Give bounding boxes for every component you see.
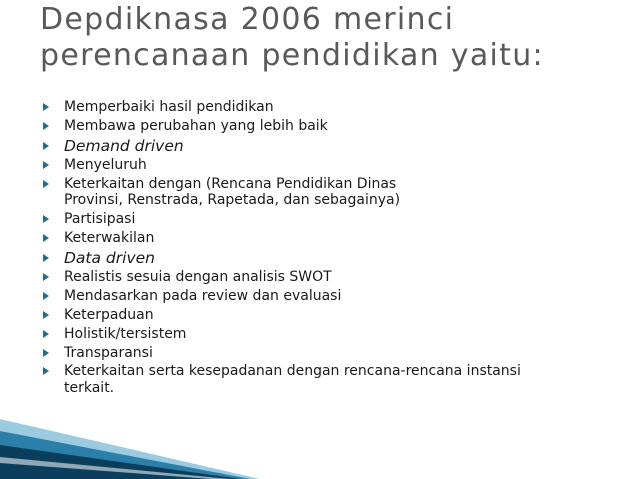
triangle-right-icon [43,215,49,223]
triangle-right-icon [43,367,49,375]
triangle-right-icon [43,122,49,130]
bullet-item [40,118,620,135]
bullet-text: terkait. [64,379,115,396]
triangle-right-icon [43,330,49,338]
bullet-item [40,157,620,174]
bullet-list [40,99,620,399]
bullet-text: Menyeluruh [64,157,147,174]
triangle-right-icon [43,234,49,242]
bullet-item [40,176,620,209]
slide-title-line-1: Depdiknasa 2006 merinci [40,2,455,37]
triangle-right-icon [43,273,49,281]
bullet-text: Partisipasi [64,211,136,228]
bullet-item [40,307,620,324]
bullet-item [40,249,620,267]
bullet-text: Keterwakilan [64,230,155,247]
triangle-right-icon [43,180,49,188]
bullet-text: Keterkaitan dengan (Rencana Pendidikan Dinas [64,175,397,192]
bullet-text: Holistik/tersistem [64,325,187,342]
bullet-item [40,137,620,155]
bullet-item [40,288,620,305]
bullet-text: Data driven [64,248,155,267]
triangle-right-icon [43,161,49,169]
bullet-item [40,345,620,362]
bullet-item [40,211,620,228]
bullet-item [40,230,620,247]
bullet-text: Demand driven [64,136,184,155]
slide-title [40,2,620,74]
triangle-right-icon [43,254,49,262]
bullet-text: Realistis sesuia dengan analisis SWOT [64,269,332,286]
bullet-item [40,269,620,286]
bullet-text: Transparansi [64,344,153,361]
bullet-text: Membawa perubahan yang lebih baik [64,117,328,134]
bullet-item [40,326,620,343]
triangle-right-icon [43,142,49,150]
wave-decoration-icon [0,401,260,479]
triangle-right-icon [43,103,49,111]
bullet-item [40,99,620,116]
triangle-right-icon [43,349,49,357]
triangle-right-icon [43,292,49,300]
slide-title-line-2: perencanaan pendidikan yaitu: [40,38,544,73]
bullet-text: Keterkaitan serta kesepadanan dengan rencana-rencana instansi [64,363,521,380]
bullet-text: Mendasarkan pada review dan evaluasi [64,288,342,305]
bullet-item [40,363,620,396]
bullet-text: Provinsi, Renstrada, Rapetada, dan sebagainya) [64,192,401,209]
bullet-text: Keterpaduan [64,306,154,323]
triangle-right-icon [43,311,49,319]
bullet-text: Memperbaiki hasil pendidikan [64,99,274,115]
